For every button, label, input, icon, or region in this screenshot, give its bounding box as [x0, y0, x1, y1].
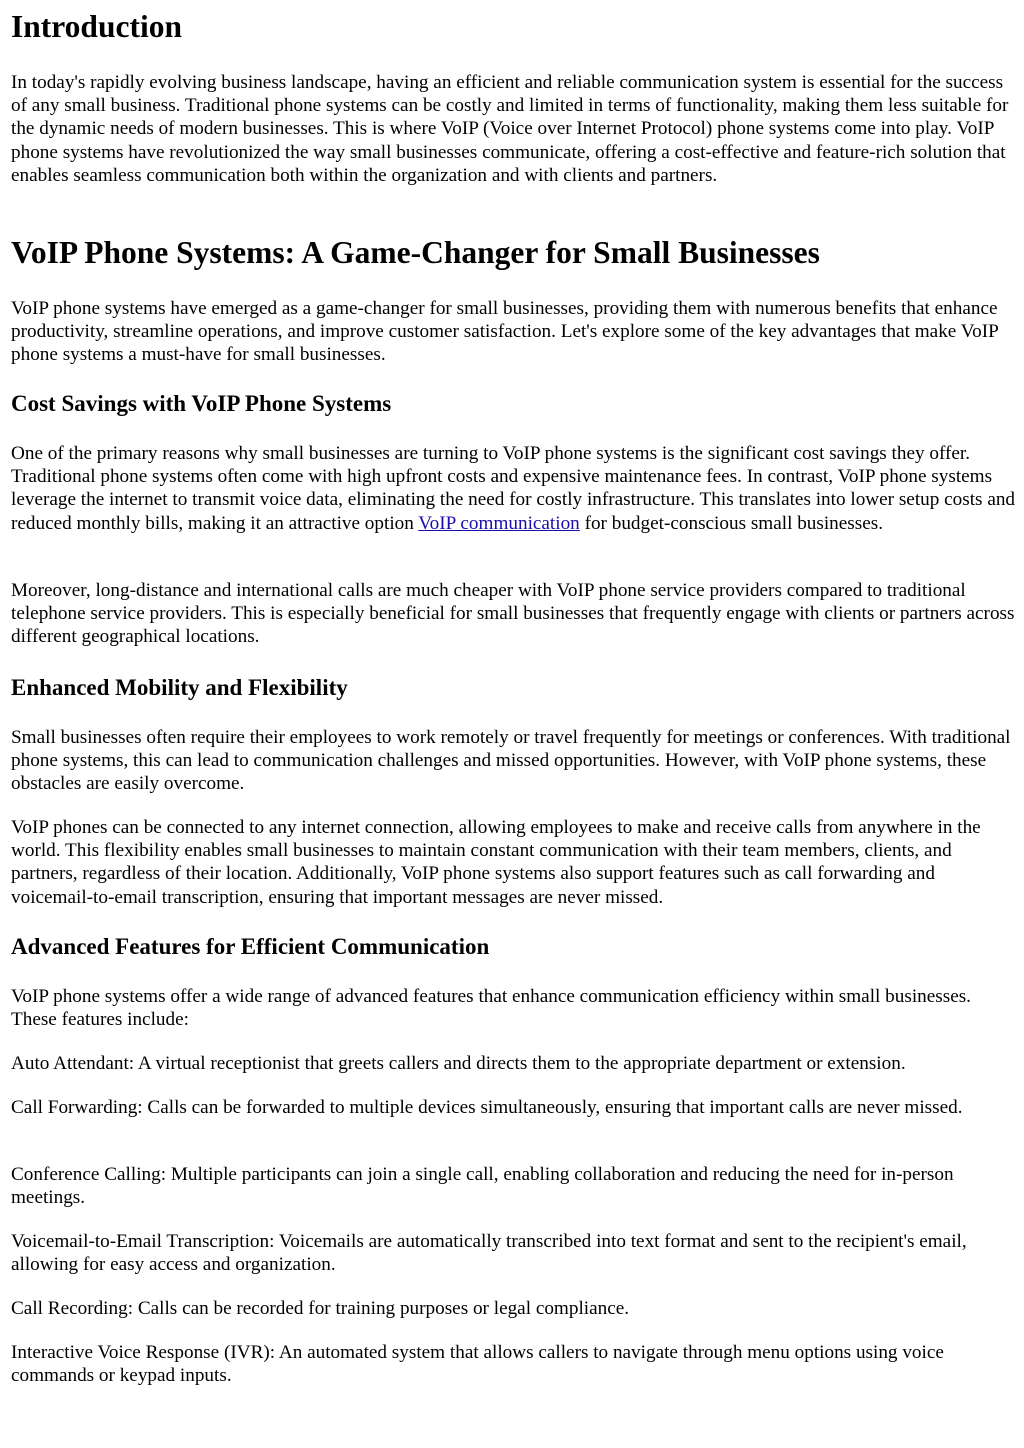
paragraph-cost-savings-2: Moreover, long-distance and international calls are much cheaper with VoIP phone service providers compared to traditional telephone service providers. This is especially beneficial for small businesses that frequently engage with clients or partners across different geographical locations. — [11, 580, 1015, 648]
heading-introduction: Introduction — [11, 9, 182, 44]
paragraph-cost-savings-1 — [11, 442, 1016, 535]
paragraph-mobility-2: VoIP phones can be connected to any internet connection, allowing employees to make and receive calls from anywhere in the world. This flexibility enables small businesses to maintain constant communication with their team members, clients, and partners, regardless of their location. Additionally, VoIP phone systems also support features such as call forwarding and voicemail-to-email transcription, ensuring that important messages are never missed. — [11, 817, 981, 908]
feature-item-ivr: Interactive Voice Response (IVR): An automated system that allows callers to navigate through menu options using voice commands or keypad inputs. — [11, 1342, 944, 1387]
feature-item-auto-attendant: Auto Attendant: A virtual receptionist that greets callers and directs them to the appropriate department or extension. — [11, 1053, 906, 1074]
feature-item-call-forwarding: Call Forwarding: Calls can be forwarded to multiple devices simultaneously, ensuring that important calls are never missed. — [11, 1097, 963, 1118]
paragraph-introduction: In today's rapidly evolving business landscape, having an efficient and reliable communication system is essential for the success of any small business. Traditional phone systems can be costly and limited in terms of functionality, making them less suitable for the dynamic needs of modern businesses. This is where VoIP (Voice over Internet Protocol) phone systems come into play. VoIP phone systems have revolutionized the way small businesses communicate, offering a cost-effective and feature-rich solution that enables seamless communication both within the organization and with clients and partners. — [11, 72, 1009, 186]
feature-item-call-recording: Call Recording: Calls can be recorded for training purposes or legal compliance. — [11, 1298, 630, 1319]
cost-text-before-link: One of the primary reasons why small businesses are turning to VoIP phone systems is the significant cost savings they offer. Traditional phone systems often come with high upfront costs and expensive maintenance fees. In contrast, VoIP phone systems leverage the internet to transmit voice data, eliminating the need for costly infrastructure. This translates into lower setup costs and reduced monthly bills, making it an attractive option — [11, 443, 1016, 534]
feature-item-conference-calling: Conference Calling: Multiple participants can join a single call, enabling collaboration and reducing the need for in-person meetings. — [11, 1164, 954, 1209]
heading-game-changer: VoIP Phone Systems: A Game-Changer for Small Businesses — [11, 235, 820, 270]
heading-advanced-features: Advanced Features for Efficient Communication — [11, 934, 490, 959]
cost-text-after-link: for budget-conscious small businesses. — [579, 512, 884, 534]
heading-cost-savings: Cost Savings with VoIP Phone Systems — [11, 391, 392, 416]
feature-item-voicemail-transcription: Voicemail-to-Email Transcription: Voicemails are automatically transcribed into text format and sent to the recipient's email, allowing for easy access and organization. — [11, 1231, 967, 1276]
heading-mobility: Enhanced Mobility and Flexibility — [11, 675, 348, 700]
paragraph-mobility-1: Small businesses often require their employees to work remotely or travel frequently for meetings or conferences. With traditional phone systems, this can lead to communication challenges and missed opportunities. However, with VoIP phone systems, these obstacles are easily overcome. — [11, 727, 1011, 795]
paragraph-game-changer: VoIP phone systems have emerged as a game-changer for small businesses, providing them with numerous benefits that enhance productivity, streamline operations, and improve customer satisfaction. Let's explore some of the key advantages that make VoIP phone systems a must-have for small businesses. — [11, 298, 999, 366]
voip-communication-link[interactable]: VoIP communication — [418, 512, 580, 534]
paragraph-features-intro: VoIP phone systems offer a wide range of advanced features that enhance communication efficiency within small businesses. These features include: — [11, 986, 971, 1031]
